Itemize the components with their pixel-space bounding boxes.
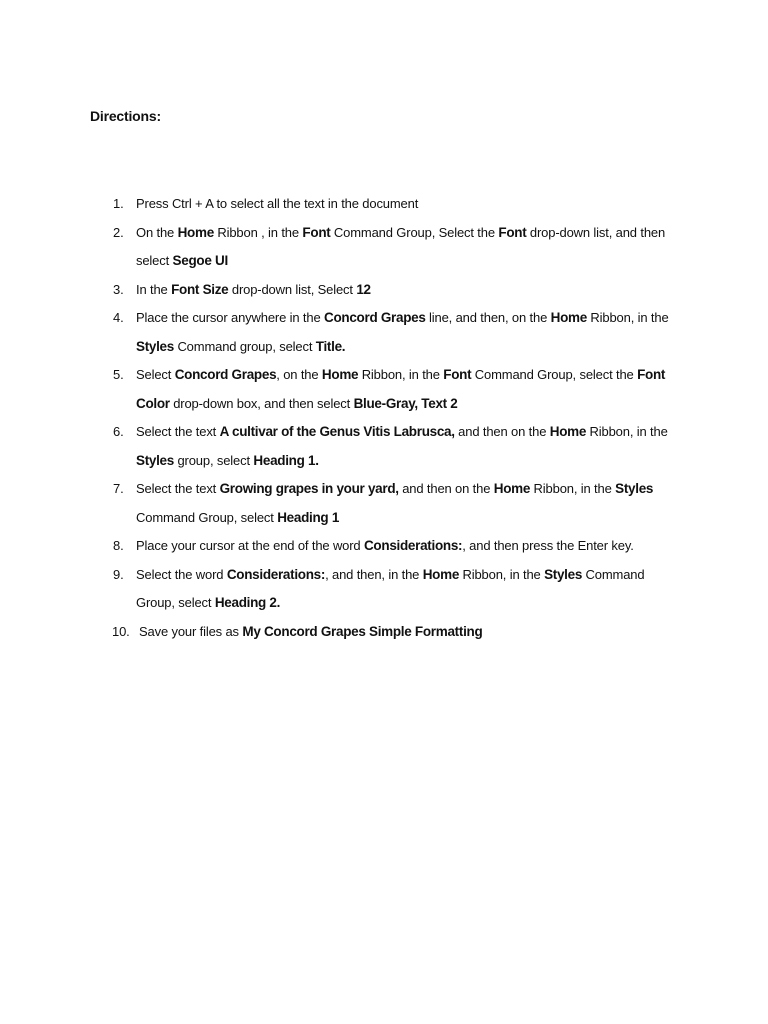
step-text: , and then, in the xyxy=(325,566,423,582)
step-text: Select the word xyxy=(136,566,227,582)
step-number: 5. xyxy=(113,367,124,382)
step-item xyxy=(0,276,768,305)
step-number: 2. xyxy=(113,224,124,240)
step-number: 7. xyxy=(113,481,124,496)
step-text: Command Group, select xyxy=(136,566,645,610)
step-text: drop-down box, and then select xyxy=(169,395,354,411)
step-text: and then on the xyxy=(398,481,494,496)
step-item xyxy=(0,304,768,361)
step-keyword: Font xyxy=(498,224,527,240)
step-text: group, select xyxy=(173,452,254,468)
step-keyword: Home xyxy=(493,481,531,496)
step-keyword: My Concord Grapes Simple Formatting xyxy=(242,623,483,639)
step-text: On the xyxy=(136,224,178,240)
step-text: Select xyxy=(136,367,175,382)
step-text: Press Ctrl + A to select all the text in the document xyxy=(136,196,419,211)
step-text: In the xyxy=(136,281,172,297)
step-text: Ribbon , in the xyxy=(213,224,303,240)
step-text: Place your cursor at the end of the word xyxy=(136,538,364,553)
step-keyword: Styles xyxy=(136,452,174,468)
step-number: 10. xyxy=(112,623,130,639)
step-number: 8. xyxy=(113,538,124,553)
step-keyword: Home xyxy=(549,424,587,439)
step-text: Ribbon, in the xyxy=(358,367,444,382)
step-number: 3. xyxy=(113,281,124,297)
step-keyword: Font xyxy=(443,367,472,382)
step-keyword: Font Color xyxy=(136,367,666,411)
step-text: Save your files as xyxy=(139,623,243,639)
step-text: Select the text xyxy=(136,481,220,496)
step-keyword: A cultivar of the Genus Vitis Labrusca, xyxy=(219,424,455,439)
step-number: 1. xyxy=(113,196,124,211)
step-text: and then on the xyxy=(454,424,550,439)
directions-heading: Directions: xyxy=(90,108,161,124)
step-item xyxy=(0,190,768,219)
step-number: 6. xyxy=(113,424,124,439)
step-text: , on the xyxy=(276,367,322,382)
step-text: Command Group, select xyxy=(136,509,278,525)
step-keyword: Styles xyxy=(615,481,654,496)
step-text: Ribbon, in the xyxy=(586,310,669,325)
step-text: Command Group, select the xyxy=(471,367,638,382)
step-number: 4. xyxy=(113,310,124,325)
step-text: Ribbon, in the xyxy=(586,424,668,439)
step-keyword: Concord Grapes xyxy=(324,310,426,325)
directions-list xyxy=(0,190,768,646)
step-item xyxy=(0,532,768,561)
step-text: Ribbon, in the xyxy=(530,481,616,496)
step-keyword: Home xyxy=(550,310,587,325)
step-text: , and then press the Enter key. xyxy=(462,538,634,553)
step-text: Place the cursor anywhere in the xyxy=(136,310,324,325)
step-keyword: Considerations: xyxy=(226,566,326,582)
step-keyword: Styles xyxy=(544,566,583,582)
step-keyword: Heading 1. xyxy=(253,452,319,468)
step-text: Command group, select xyxy=(173,338,316,354)
step-keyword: Font xyxy=(302,224,331,240)
step-item xyxy=(0,219,768,276)
step-number: 9. xyxy=(113,566,124,582)
step-keyword: Heading 1 xyxy=(277,509,340,525)
step-keyword: Styles xyxy=(136,338,174,354)
step-item xyxy=(0,361,768,418)
step-keyword: Considerations: xyxy=(363,538,463,553)
step-item xyxy=(0,475,768,532)
step-keyword: 12 xyxy=(356,281,371,297)
step-keyword: Concord Grapes xyxy=(174,367,277,382)
step-keyword: Home xyxy=(321,367,359,382)
step-keyword: Title. xyxy=(315,338,346,354)
step-keyword: Segoe UI xyxy=(172,253,228,268)
step-text: line, and then, on the xyxy=(425,310,551,325)
step-text: Select the text xyxy=(136,424,220,439)
step-item xyxy=(0,618,768,647)
step-keyword: Home xyxy=(422,566,460,582)
step-item xyxy=(0,561,768,618)
step-text: drop-down list, and then select xyxy=(136,224,666,268)
step-keyword: Home xyxy=(177,224,214,240)
step-keyword: Blue-Gray, Text 2 xyxy=(353,395,458,411)
step-text: drop-down list, Select xyxy=(228,281,357,297)
step-keyword: Heading 2. xyxy=(214,595,281,610)
step-text: Command Group, Select the xyxy=(330,224,499,240)
step-keyword: Font Size xyxy=(171,281,229,297)
step-item xyxy=(0,418,768,475)
step-text: Ribbon, in the xyxy=(459,566,545,582)
step-keyword: Growing grapes in your yard, xyxy=(219,481,399,496)
